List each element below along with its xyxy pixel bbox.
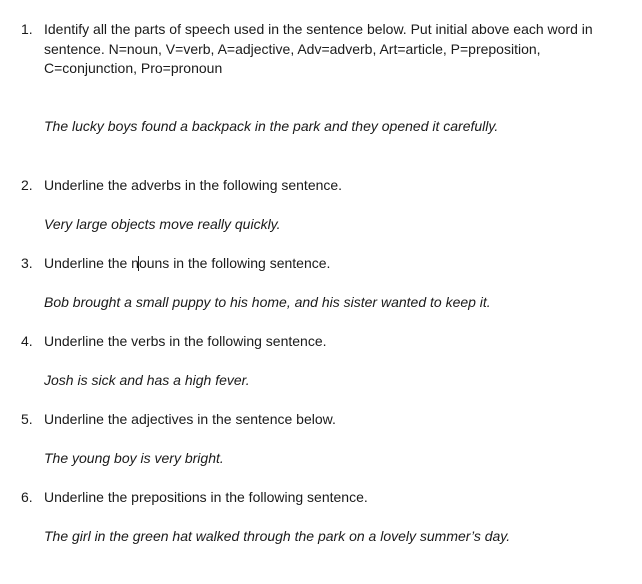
question-number: 3.	[21, 255, 33, 271]
question-number: 1.	[21, 21, 33, 37]
question-3-sentence[interactable]: Bob brought a small puppy to his home, and his sister wanted to keep it.	[44, 294, 491, 310]
question-instruction[interactable]: Identify all the parts of speech used in the sentence below. Put initial above each word in sentence. N=noun, V=verb, A=adjective, Adv=adverb, Art=article, P=preposition, C=conjunction, Pro=pronoun	[44, 21, 593, 76]
question-1	[21, 20, 621, 79]
question-number: 2.	[21, 177, 33, 193]
question-1-sentence[interactable]: The lucky boys found a backpack in the park and they opened it carefully.	[44, 118, 499, 134]
question-instruction[interactable]: Underline the verbs in the following sentence.	[44, 333, 327, 349]
question-number: 6.	[21, 489, 33, 505]
instruction-text-before-cursor: Underline the n	[44, 255, 139, 271]
question-4	[21, 332, 621, 352]
question-6	[21, 488, 621, 508]
question-2-sentence[interactable]: Very large objects move really quickly.	[44, 216, 281, 232]
question-3	[21, 254, 621, 274]
question-number: 5.	[21, 411, 33, 427]
question-4-sentence[interactable]: Josh is sick and has a high fever.	[44, 372, 250, 388]
question-5-sentence[interactable]: The young boy is very bright.	[44, 450, 224, 466]
question-number: 4.	[21, 333, 33, 349]
question-instruction[interactable]: Underline the adverbs in the following sentence.	[44, 177, 343, 193]
question-6-sentence[interactable]: The girl in the green hat walked through the park on a lovely summer’s day.	[44, 528, 511, 544]
question-instruction[interactable]: Underline the prepositions in the following sentence.	[44, 489, 368, 505]
question-instruction[interactable]	[44, 254, 621, 274]
question-5	[21, 410, 621, 430]
instruction-text-after-cursor: ouns in the following sentence.	[138, 255, 331, 271]
question-instruction[interactable]: Underline the adjectives in the sentence below.	[44, 411, 336, 427]
question-2	[21, 176, 621, 196]
